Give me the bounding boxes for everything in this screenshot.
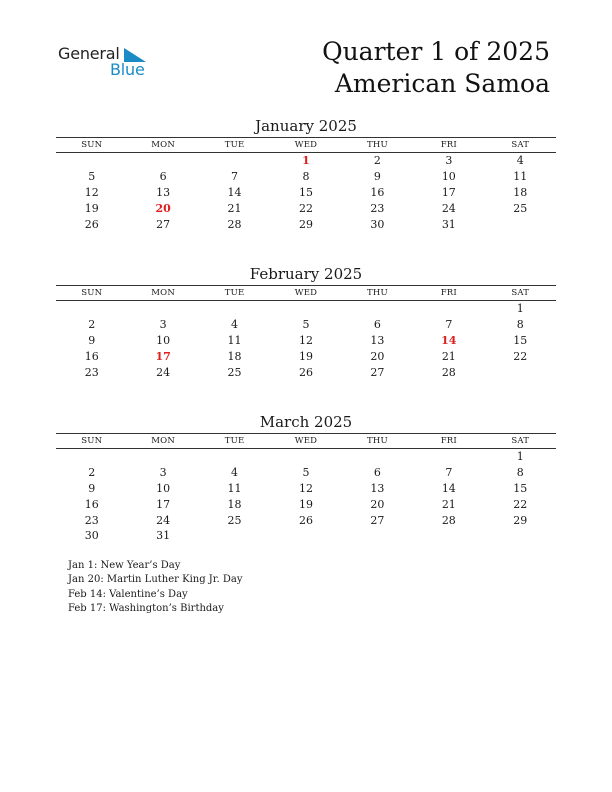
day-cell: 26 — [84, 217, 99, 231]
day-cell: 15 — [298, 185, 313, 199]
day-cell: 28 — [441, 513, 456, 527]
day-cell: 4 — [231, 318, 239, 332]
day-cell: 23 — [84, 513, 99, 527]
day-cell: 23 — [370, 201, 385, 215]
day-cell: 4 — [516, 154, 524, 168]
day-cell: 7 — [231, 170, 239, 184]
weekday-label: FRI — [440, 288, 457, 298]
day-cell: 31 — [156, 529, 171, 543]
month-title: January 2025 — [255, 117, 357, 135]
weekday-label: WED — [294, 140, 318, 150]
day-cell: 31 — [441, 217, 456, 231]
weekday-header — [56, 137, 556, 153]
day-cell: 26 — [298, 513, 313, 527]
week-row — [56, 348, 556, 364]
day-cell: 25 — [513, 201, 528, 215]
day-cell: 27 — [370, 513, 385, 527]
day-cell: 23 — [84, 365, 99, 379]
day-cell: 8 — [302, 170, 310, 184]
day-cell: 18 — [227, 497, 242, 511]
day-cell: 20 — [370, 497, 385, 511]
week-row — [56, 153, 556, 169]
week-row — [56, 169, 556, 185]
day-cell: 8 — [516, 318, 524, 332]
holiday-note: Feb 17: Washington’s Birthday — [68, 602, 224, 614]
day-cell: 9 — [88, 481, 96, 495]
weekday-label: TUE — [224, 436, 245, 446]
week-row — [56, 528, 556, 544]
day-cell: 13 — [370, 333, 385, 347]
week-row — [56, 216, 556, 232]
weekday-label: TUE — [224, 288, 245, 298]
day-cell: 11 — [227, 481, 242, 495]
day-cell: 11 — [227, 333, 242, 347]
day-cell: 27 — [156, 217, 171, 231]
day-cell: 24 — [156, 365, 171, 379]
week-row — [56, 465, 556, 481]
holiday-note: Jan 1: New Year’s Day — [68, 560, 181, 571]
weekday-label: MON — [151, 288, 175, 298]
day-cell: 18 — [513, 185, 528, 199]
day-cell: 30 — [84, 529, 99, 543]
week-row — [56, 185, 556, 201]
week-row — [56, 333, 556, 349]
month-february — [56, 265, 556, 380]
day-cell: 22 — [513, 349, 528, 363]
weekday-label: WED — [294, 288, 318, 298]
day-cell: 7 — [445, 318, 453, 332]
day-cell: 24 — [441, 201, 456, 215]
day-cell: 5 — [302, 466, 310, 480]
day-cell: 17 — [156, 497, 171, 511]
logo-text-general: General — [58, 44, 120, 63]
holiday-day-cell: 14 — [441, 333, 457, 347]
week-row — [56, 301, 556, 317]
day-cell: 29 — [298, 217, 313, 231]
holiday-day-cell: 1 — [302, 154, 310, 168]
day-cell: 6 — [373, 318, 381, 332]
day-cell: 2 — [88, 466, 96, 480]
day-cell: 27 — [370, 365, 385, 379]
weekday-label: SUN — [81, 140, 103, 150]
weekday-label: MON — [151, 436, 175, 446]
weekday-header — [56, 433, 556, 449]
day-cell: 6 — [373, 466, 381, 480]
day-cell: 28 — [441, 365, 456, 379]
logo-text-blue: Blue — [110, 60, 145, 79]
holiday-note: Jan 20: Martin Luther King Jr. Day — [68, 574, 243, 586]
day-cell: 12 — [84, 185, 99, 199]
day-cell: 12 — [298, 333, 313, 347]
weekday-label: SAT — [511, 288, 530, 298]
day-cell: 10 — [441, 170, 456, 184]
day-cell: 29 — [513, 513, 528, 527]
day-cell: 22 — [298, 201, 313, 215]
day-cell: 21 — [441, 497, 456, 511]
week-row — [56, 512, 556, 528]
page-title — [322, 36, 550, 100]
day-cell: 17 — [441, 185, 456, 199]
calendar-grid — [56, 433, 556, 544]
day-cell: 26 — [298, 365, 313, 379]
day-cell: 3 — [445, 154, 453, 168]
day-cell: 1 — [516, 450, 524, 464]
weekday-label: SAT — [511, 436, 530, 446]
day-cell: 8 — [516, 466, 524, 480]
day-cell: 2 — [88, 318, 96, 332]
day-cell: 4 — [231, 466, 239, 480]
day-cell: 25 — [227, 365, 242, 379]
day-cell: 16 — [370, 185, 385, 199]
month-title: March 2025 — [259, 413, 353, 431]
month-january — [56, 117, 556, 232]
calendar-grid — [56, 285, 556, 380]
day-cell: 16 — [84, 497, 99, 511]
day-cell: 3 — [159, 318, 167, 332]
day-cell: 20 — [370, 349, 385, 363]
weekday-label: THU — [366, 140, 388, 150]
weekday-label: SAT — [511, 140, 530, 150]
day-cell: 7 — [445, 466, 453, 480]
weekday-label: WED — [294, 436, 318, 446]
day-cell: 1 — [516, 302, 524, 316]
day-cell: 21 — [441, 349, 456, 363]
day-cell: 9 — [88, 333, 96, 347]
day-cell: 25 — [227, 513, 242, 527]
week-row — [56, 317, 556, 333]
day-cell: 3 — [159, 466, 167, 480]
month-title: February 2025 — [249, 265, 363, 283]
day-cell: 18 — [227, 349, 242, 363]
day-cell: 19 — [298, 497, 313, 511]
weekday-label: SUN — [81, 288, 103, 298]
day-cell: 12 — [298, 481, 313, 495]
day-cell: 10 — [156, 481, 171, 495]
week-row — [56, 364, 556, 380]
week-row — [56, 496, 556, 512]
day-cell: 24 — [156, 513, 171, 527]
title-quarter: Quarter 1 of 2025 — [322, 37, 550, 66]
week-row — [56, 200, 556, 216]
day-cell: 9 — [373, 170, 381, 184]
title-region: American Samoa — [334, 69, 550, 98]
weekday-header — [56, 285, 556, 301]
calendar-grid — [56, 137, 556, 232]
day-cell: 13 — [156, 185, 171, 199]
holiday-day-cell: 20 — [155, 201, 171, 215]
day-cell: 22 — [513, 497, 528, 511]
day-cell: 16 — [84, 349, 99, 363]
holiday-notes — [68, 559, 242, 616]
weekday-label: SUN — [81, 436, 103, 446]
day-cell: 21 — [227, 201, 242, 215]
day-cell: 19 — [84, 201, 99, 215]
generalblue-logo — [58, 44, 158, 80]
weekday-label: THU — [366, 436, 388, 446]
day-cell: 19 — [298, 349, 313, 363]
day-cell: 11 — [513, 170, 528, 184]
holiday-note: Feb 14: Valentine’s Day — [68, 588, 188, 600]
weekday-label: MON — [151, 140, 175, 150]
week-row — [56, 449, 556, 465]
day-cell: 5 — [88, 170, 96, 184]
day-cell: 13 — [370, 481, 385, 495]
day-cell: 30 — [370, 217, 385, 231]
day-cell: 28 — [227, 217, 242, 231]
weekday-label: FRI — [440, 140, 457, 150]
weekday-label: FRI — [440, 436, 457, 446]
day-cell: 2 — [373, 154, 381, 168]
day-cell: 14 — [227, 185, 242, 199]
weekday-label: TUE — [224, 140, 245, 150]
weekday-label: THU — [366, 288, 388, 298]
month-march — [56, 413, 556, 544]
week-row — [56, 481, 556, 497]
day-cell: 15 — [513, 333, 528, 347]
holiday-day-cell: 17 — [155, 349, 171, 363]
day-cell: 14 — [441, 481, 456, 495]
day-cell: 10 — [156, 333, 171, 347]
day-cell: 5 — [302, 318, 310, 332]
day-cell: 6 — [159, 170, 167, 184]
day-cell: 15 — [513, 481, 528, 495]
